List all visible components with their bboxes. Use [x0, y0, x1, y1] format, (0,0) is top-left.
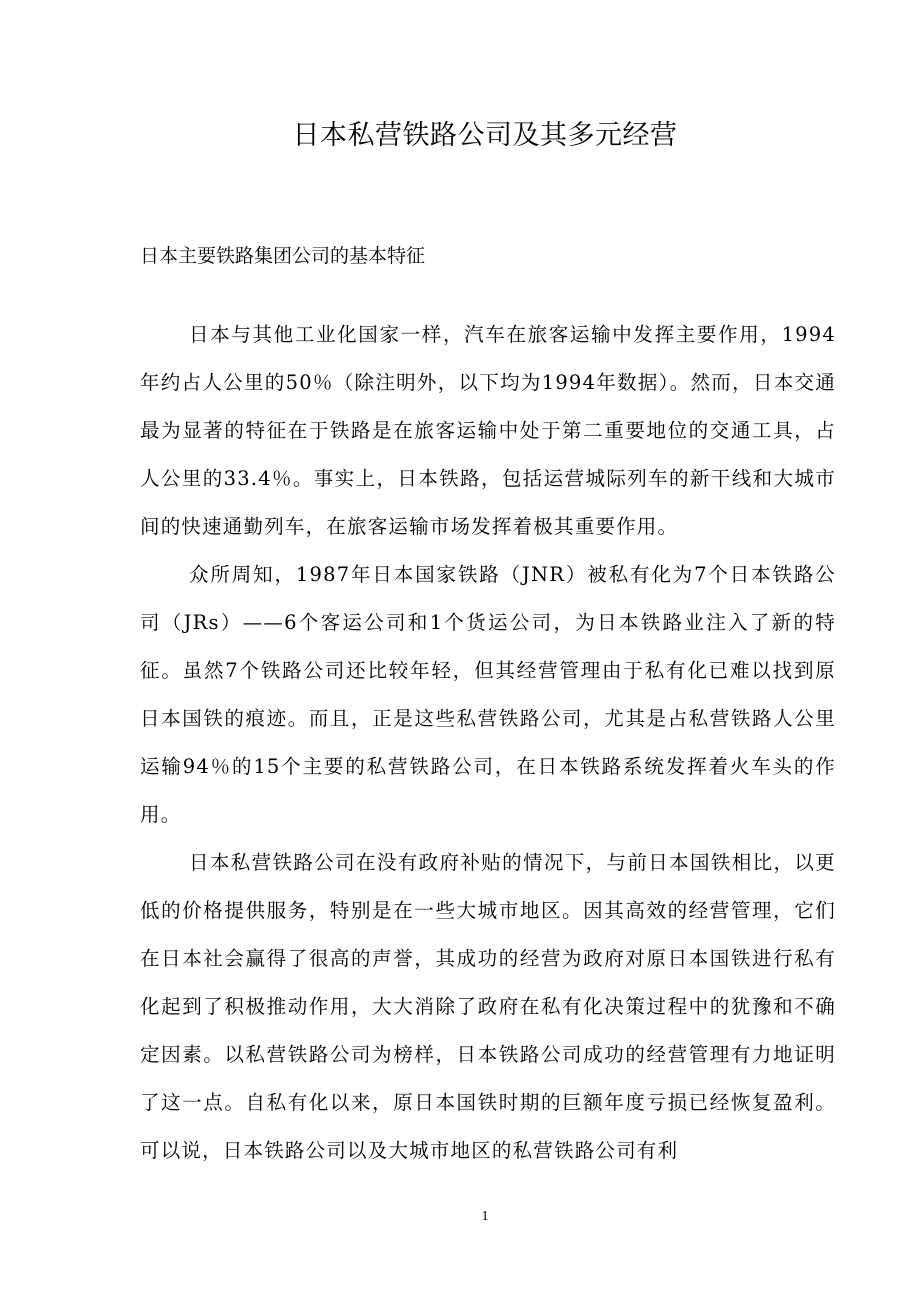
paragraph: 众所周知，1987年日本国家铁路（JNR）被私有化为7个日本铁路公司（JRs）——6个客运公司和1个货运公司，为日本铁路业注入了新的特征。虽然7个铁路公司还比较年轻，但其经营管理由于私有化已难以找到原日本国铁的痕迹。而且，正是这些私营铁路公司，尤其是占私营铁路人公里运输94％的15个主要的私营铁路公司，在日本铁路系统发挥着火车头的作用。 — [140, 563, 836, 826]
page-number: 1 — [481, 1209, 489, 1224]
document-title: 日本私营铁路公司及其多元经营 — [292, 120, 678, 151]
body-text — [140, 311, 836, 1175]
paragraph: 日本私营铁路公司在没有政府补贴的情况下，与前日本国铁相比，以更低的价格提供服务，特别是在一些大城市地区。因其高效的经营管理，它们在日本社会赢得了很高的声誉，其成功的经营为政府对原日本国铁进行私有化起到了积极推动作用，大大消除了政府在私有化决策过程中的犹豫和不确定因素。以私营铁路公司为榜样，日本铁路公司成功的经营管理有力地证明了这一点。自私有化以来，原日本国铁时期的巨额年度亏损已经恢复盈利。可以说，日本铁路公司以及大城市地区的私营铁路公司有利 — [140, 851, 836, 1162]
section-heading: 日本主要铁路集团公司的基本特征 — [140, 245, 426, 267]
paragraph: 日本与其他工业化国家一样，汽车在旅客运输中发挥主要作用，1994年约占人公里的50％（除注明外，以下均为1994年数据）。然而，日本交通最为显著的特征在于铁路是在旅客运输中处于第二重要地位的交通工具，占人公里的33.4％。事实上，日本铁路，包括运营城际列车的新干线和大城市间的快速通勤列车，在旅客运输市场发挥着极其重要作用。 — [140, 323, 836, 538]
